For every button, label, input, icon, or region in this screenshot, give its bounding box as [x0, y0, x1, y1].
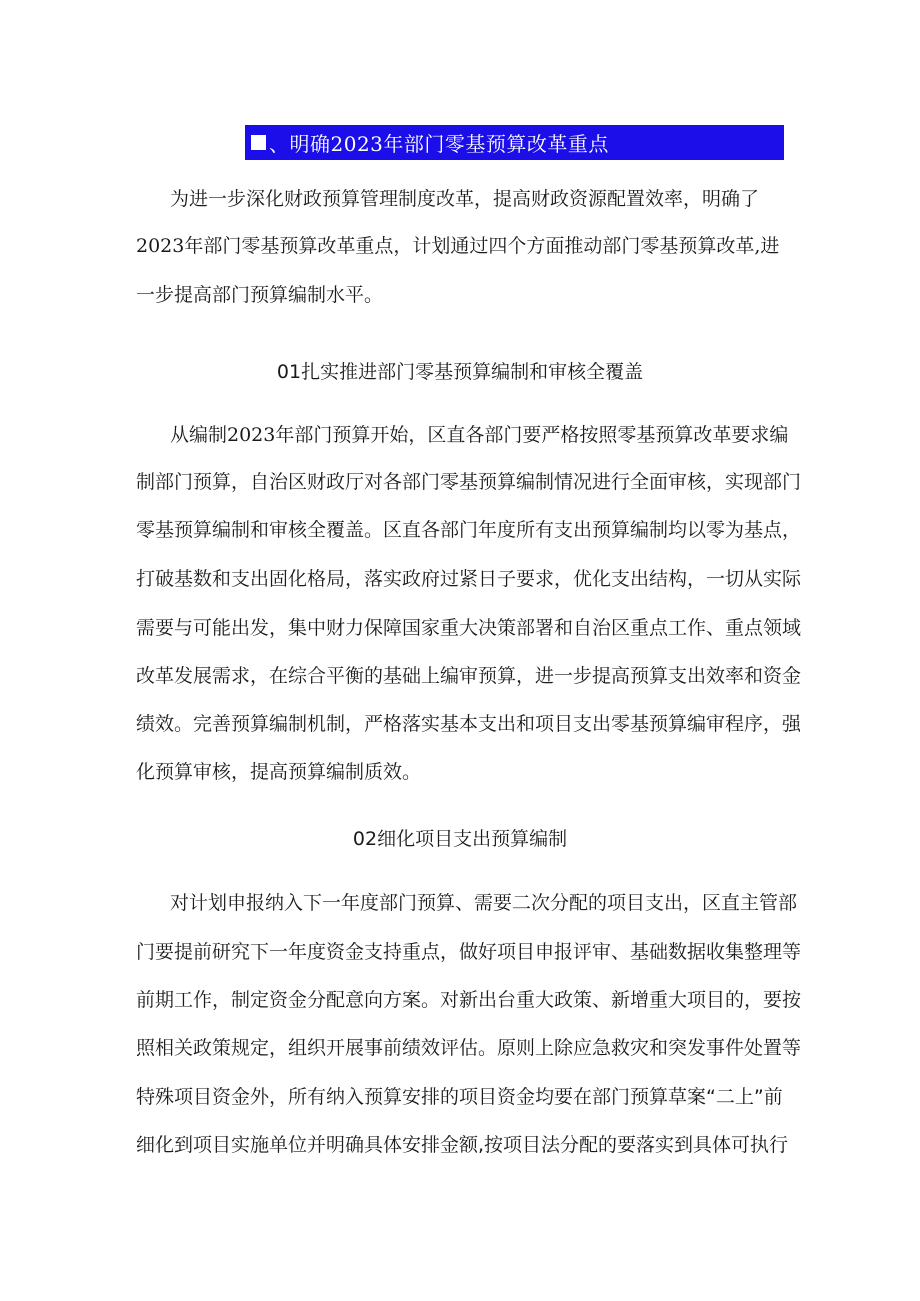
paragraph-line: 制部门预算，自治区财政厅对各部门零基预算编制情况进行全面审核，实现部门 [136, 471, 802, 493]
square-bullet-icon [251, 135, 266, 150]
paragraph-line: 零基预算编制和审核全覆盖。区直各部门年度所有支出预算编制均以零为基点， [136, 519, 802, 541]
paragraph-line: 改革发展需求，在综合平衡的基础上编审预算，进一步提高预算支出效率和资金 [136, 665, 802, 687]
intro-line: 为进一步深化财政预算管理制度改革，提高财政资源配置效率，明确了 [170, 188, 760, 210]
paragraph-line: 打破基数和支出固化格局，落实政府过紧日子要求，优化支出结构，一切从实际 [136, 568, 802, 590]
paragraph-line: 前期工作，制定资金分配意向方案。对新出台重大政策、新增重大项目的，要按 [136, 989, 802, 1011]
paragraph-line: 细化到项目实施单位并明确具体安排金额,按项目法分配的要落实到具体可执行 [136, 1134, 789, 1156]
paragraph-line: 绩效。完善预算编制机制，严格落实基本支出和项目支出零基预算编审程序，强 [136, 713, 802, 735]
section-heading: 01扎实推进部门零基预算编制和审核全覆盖 [276, 361, 644, 383]
paragraph-line: 化预算审核，提高预算编制质效。 [136, 761, 422, 783]
intro-line: 2023年部门零基预算改革重点，计划通过四个方面推动部门零基预算改革,进 [136, 235, 780, 257]
paragraph-line: 门要提前研究下一年度资金支持重点，做好项目申报评审、基础数据收集整理等 [136, 941, 802, 963]
section-heading: 02细化项目支出预算编制 [352, 828, 568, 850]
paragraph-line: 从编制2023年部门预算开始，区直各部门要严格按照零基预算改革要求编 [170, 424, 789, 446]
paragraph-line: 特殊项目资金外，所有纳入预算安排的项目资金均要在部门预算草案“二上”前 [136, 1086, 783, 1108]
banner-title: 、明确2023年部门零基预算改革重点 [269, 132, 609, 156]
section-banner [245, 125, 784, 160]
intro-line: 一步提高部门预算编制水平。 [136, 284, 384, 306]
paragraph-line: 需要与可能出发，集中财力保障国家重大决策部署和自治区重点工作、重点领域 [136, 617, 802, 639]
paragraph-line: 对计划申报纳入下一年度部门预算、需要二次分配的项目支出，区直主管部 [170, 892, 798, 914]
paragraph-line: 照相关政策规定，组织开展事前绩效评估。原则上除应急救灾和突发事件处置等 [136, 1037, 802, 1059]
